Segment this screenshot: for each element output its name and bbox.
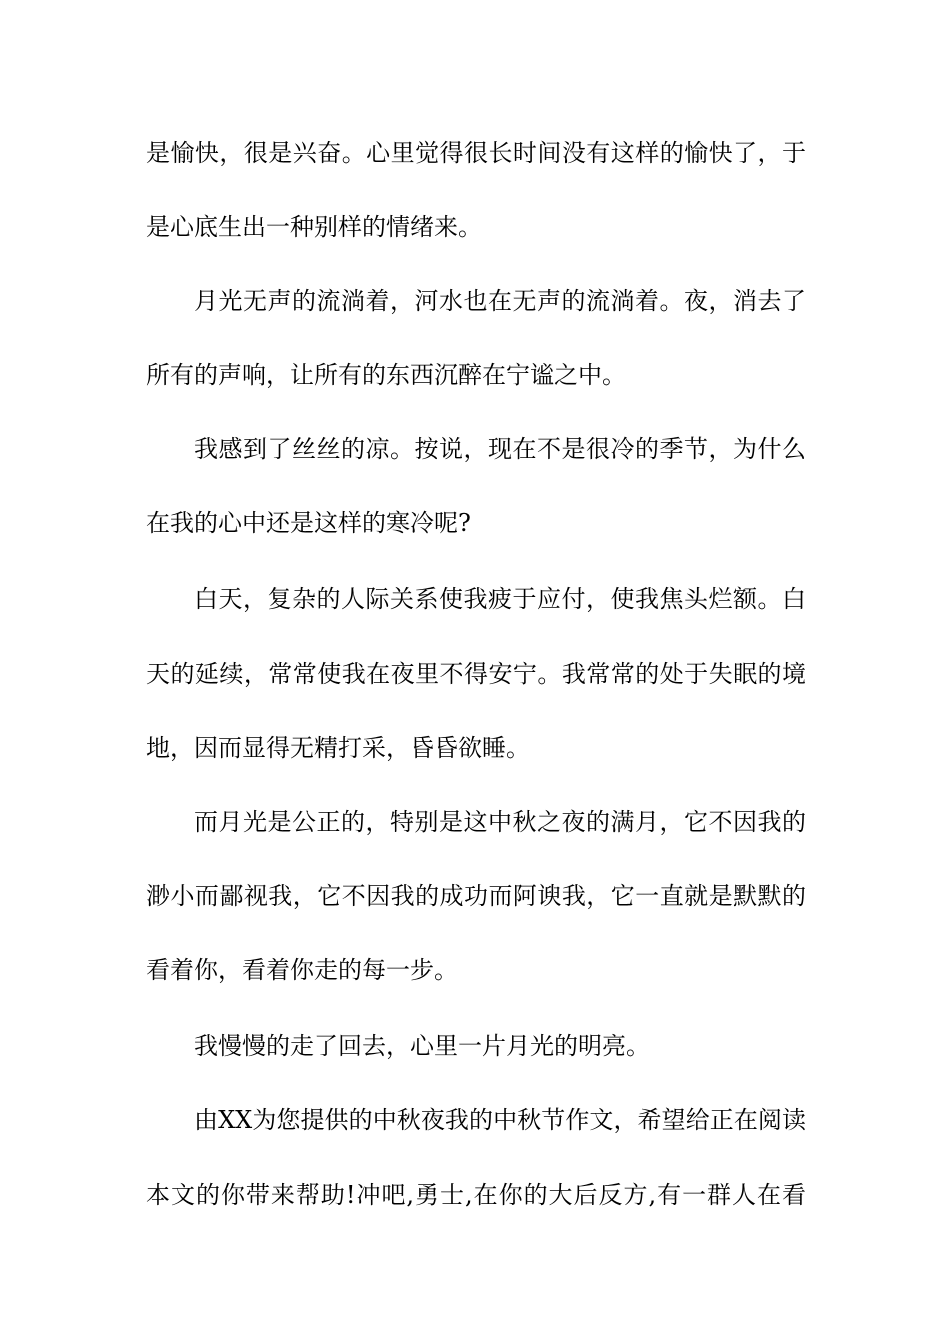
paragraph-first-line: 月光无声的流淌着，河水也在无声的流淌着。夜，消去了 xyxy=(194,287,806,315)
text-line: 看着你，看着你走的每一步。 xyxy=(146,956,458,984)
text-line: 天的延续，常常使我在夜里不得安宁。我常常的处于失眠的境 xyxy=(146,660,806,688)
paragraph-first-line: 我慢慢的走了回去，心里一片月光的明亮。 xyxy=(194,1032,650,1060)
text-line: 是愉快，很是兴奋。心里觉得很长时间没有这样的愉快了，于 xyxy=(146,139,806,167)
paragraph-first-line: 我感到了丝丝的凉。按说，现在不是很冷的季节，为什么 xyxy=(194,435,806,463)
paragraph-first-line: 由XX为您提供的中秋夜我的中秋节作文，希望给正在阅读 xyxy=(194,1106,806,1134)
text-line: 在我的心中还是这样的寒冷呢? xyxy=(146,509,471,537)
paragraph-first-line: 白天，复杂的人际关系使我疲于应付，使我焦头烂额。白 xyxy=(194,585,806,613)
text-line: 所有的声响，让所有的东西沉醉在宁谧之中。 xyxy=(146,361,626,389)
paragraph-first-line: 而月光是公正的，特别是这中秋之夜的满月，它不因我的 xyxy=(194,808,806,836)
text-line: 是心底生出一种别样的情绪来。 xyxy=(146,213,482,241)
text-line: 地，因而显得无精打采，昏昏欲睡。 xyxy=(146,734,530,762)
text-line: 本文的你带来帮助!冲吧,勇士,在你的大后反方,有一群人在看 xyxy=(146,1181,806,1209)
text-line: 渺小而鄙视我，它不因我的成功而阿谀我，它一直就是默默的 xyxy=(146,882,806,910)
